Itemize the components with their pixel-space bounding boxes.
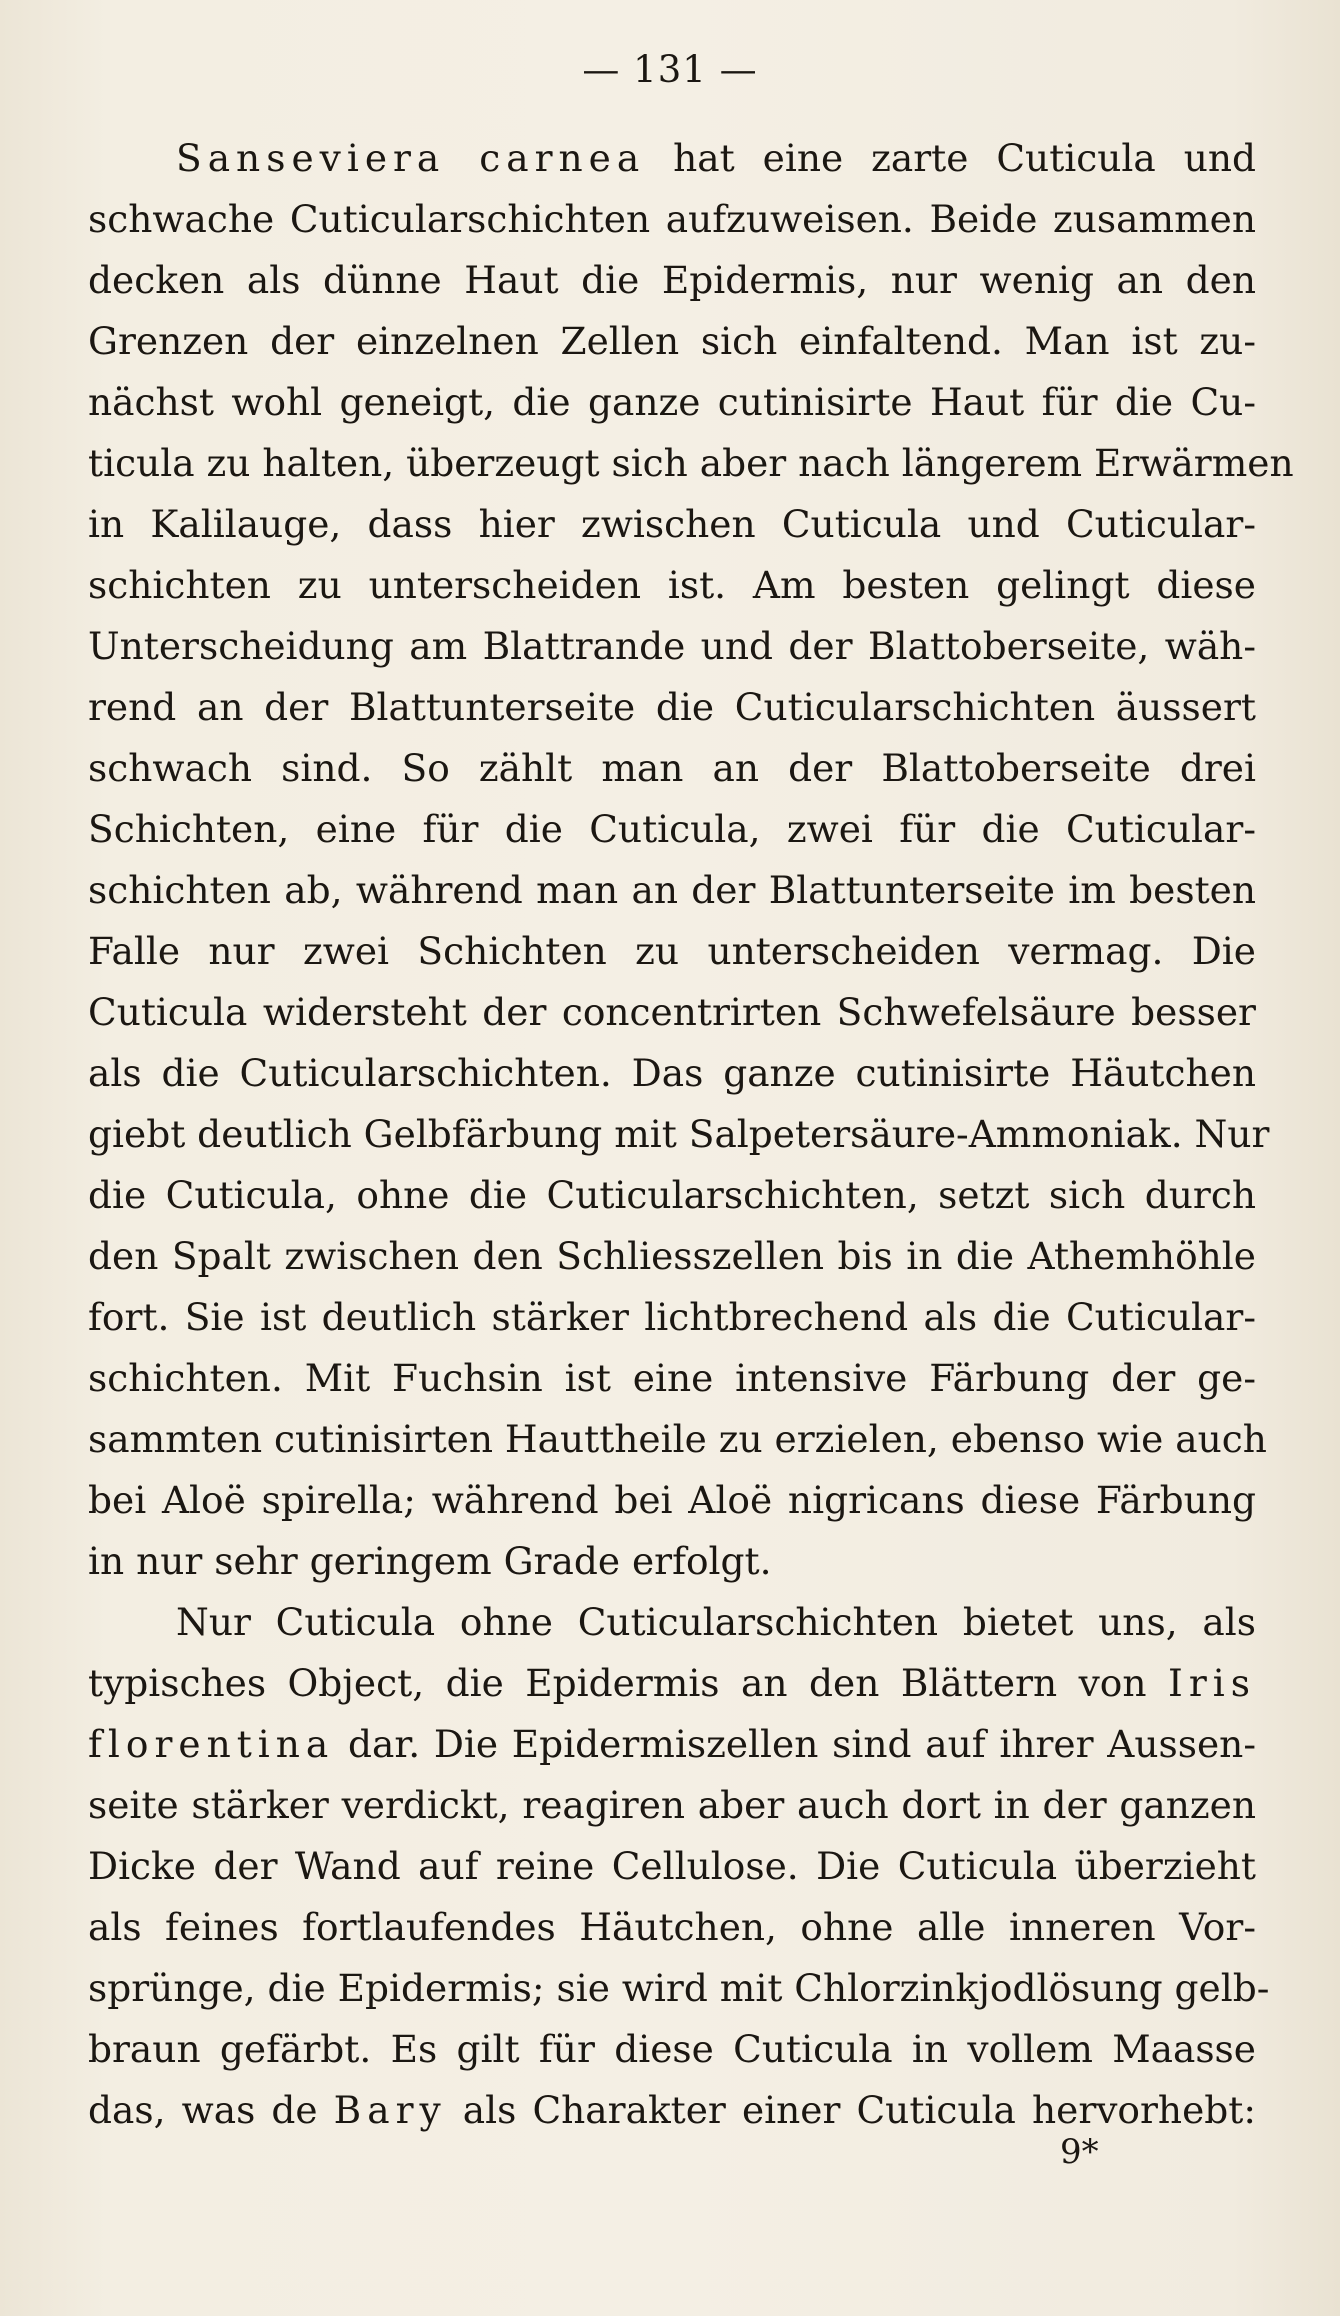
text-line <box>88 1836 1256 1897</box>
emphasized-term: Sanseviera carnea <box>176 136 646 180</box>
text-run: schichten zu unterscheiden ist. Am besten gelingt diese <box>88 563 1256 607</box>
text-line <box>88 250 1256 311</box>
text-line <box>88 1714 1256 1775</box>
text-line <box>88 1348 1256 1409</box>
text-run: dar. Die Epidermiszellen sind auf ihrer Aussen- <box>334 1722 1256 1766</box>
text-run: nächst wohl geneigt, die ganze cutinisirte Haut für die Cu- <box>88 380 1256 424</box>
text-line <box>88 128 1256 189</box>
text-line <box>88 1287 1256 1348</box>
text-run: braun gefärbt. Es gilt für diese Cuticula in vollem Maasse <box>88 2027 1256 2071</box>
text-line <box>88 1775 1256 1836</box>
text-run: decken als dünne Haut die Epidermis, nur wenig an den <box>88 258 1256 302</box>
text-run: giebt deutlich Gelbfärbung mit Salpetersäure-Ammoniak. Nur <box>88 1112 1270 1156</box>
text-line <box>88 921 1256 982</box>
text-run: schichten ab, während man an der Blattunterseite im besten <box>88 868 1256 912</box>
text-line <box>88 677 1256 738</box>
text-line <box>88 189 1256 250</box>
text-run: die Cuticula, ohne die Cuticularschichten, setzt sich durch <box>88 1173 1256 1217</box>
text-line <box>88 738 1256 799</box>
text-line <box>88 1409 1267 1470</box>
text-run: als feines fortlaufendes Häutchen, ohne alle inneren Vor- <box>88 1905 1256 1949</box>
text-line <box>88 1592 1256 1653</box>
text-run: rend an der Blattunterseite die Cuticularschichten äussert <box>88 685 1256 729</box>
text-line <box>88 860 1256 921</box>
text-run: schwach sind. So zählt man an der Blattoberseite drei <box>88 746 1256 790</box>
text-run: schwache Cuticularschichten aufzuweisen. Beide zusammen <box>88 197 1256 241</box>
text-line <box>88 311 1256 372</box>
text-run: in nur sehr geringem Grade erfolgt. <box>88 1539 772 1583</box>
text-run: Schichten, eine für die Cuticula, zwei für die Cuticular- <box>88 807 1256 851</box>
text-run: typisches Object, die Epidermis an den Blättern von <box>88 1661 1169 1705</box>
text-line <box>88 1226 1256 1287</box>
text-line <box>88 1897 1256 1958</box>
body-text <box>88 128 1294 2141</box>
page-number: — 131 — <box>582 48 758 91</box>
text-line <box>88 1104 1270 1165</box>
text-run: Unterscheidung am Blattrande und der Blattoberseite, wäh- <box>88 624 1256 668</box>
text-run: als die Cuticularschichten. Das ganze cutinisirte Häutchen <box>88 1051 1256 1095</box>
text-line <box>88 616 1256 677</box>
text-run: schichten. Mit Fuchsin ist eine intensive Färbung der ge- <box>88 1356 1256 1400</box>
text-line <box>88 433 1294 494</box>
text-line <box>88 982 1256 1043</box>
text-line <box>88 1531 1256 1592</box>
text-run: hat eine zarte Cuticula und <box>645 136 1257 180</box>
text-run: Dicke der Wand auf reine Cellulose. Die Cuticula überzieht <box>88 1844 1256 1888</box>
text-run: Falle nur zwei Schichten zu unterscheiden vermag. Die <box>88 929 1256 973</box>
text-run: Cuticula widersteht der concentrirten Schwefelsäure besser <box>88 990 1256 1034</box>
text-run: das, was de <box>88 2088 334 2132</box>
emphasized-term: Iris <box>1168 1661 1256 1705</box>
text-line <box>88 1165 1256 1226</box>
text-line <box>88 799 1256 860</box>
text-run: Grenzen der einzelnen Zellen sich einfaltend. Man ist zu- <box>88 319 1256 363</box>
text-line <box>88 555 1256 616</box>
text-line <box>88 494 1256 555</box>
emphasized-term: Bary <box>333 2088 447 2132</box>
text-line <box>88 1043 1256 1104</box>
text-run: bei Aloë spirella; während bei Aloë nigricans diese Färbung <box>88 1478 1256 1522</box>
text-run: ticula zu halten, überzeugt sich aber nach längerem Erwärmen <box>88 441 1294 485</box>
text-run: Nur Cuticula ohne Cuticularschichten bietet uns, als <box>176 1600 1256 1644</box>
text-run: sammten cutinisirten Hauttheile zu erzielen, ebenso wie auch <box>88 1417 1267 1461</box>
text-line <box>88 1958 1270 2019</box>
text-line <box>88 1470 1256 1531</box>
text-run: fort. Sie ist deutlich stärker lichtbrechend als die Cuticular- <box>88 1295 1256 1339</box>
text-line <box>88 372 1256 433</box>
text-line <box>88 2019 1256 2080</box>
text-run: seite stärker verdickt, reagiren aber auch dort in der ganzen <box>88 1783 1256 1827</box>
text-line <box>88 1653 1256 1714</box>
text-run: als Charakter einer Cuticula hervorhebt: <box>446 2088 1256 2132</box>
signature-mark: 9* <box>1060 2132 1099 2172</box>
text-run: sprünge, die Epidermis; sie wird mit Chlorzinkjodlösung gelb- <box>88 1966 1270 2010</box>
text-run: in Kalilauge, dass hier zwischen Cuticula und Cuticular- <box>88 502 1256 546</box>
text-run: den Spalt zwischen den Schliesszellen bis in die Athemhöhle <box>88 1234 1256 1278</box>
emphasized-term: florentina <box>88 1722 335 1766</box>
